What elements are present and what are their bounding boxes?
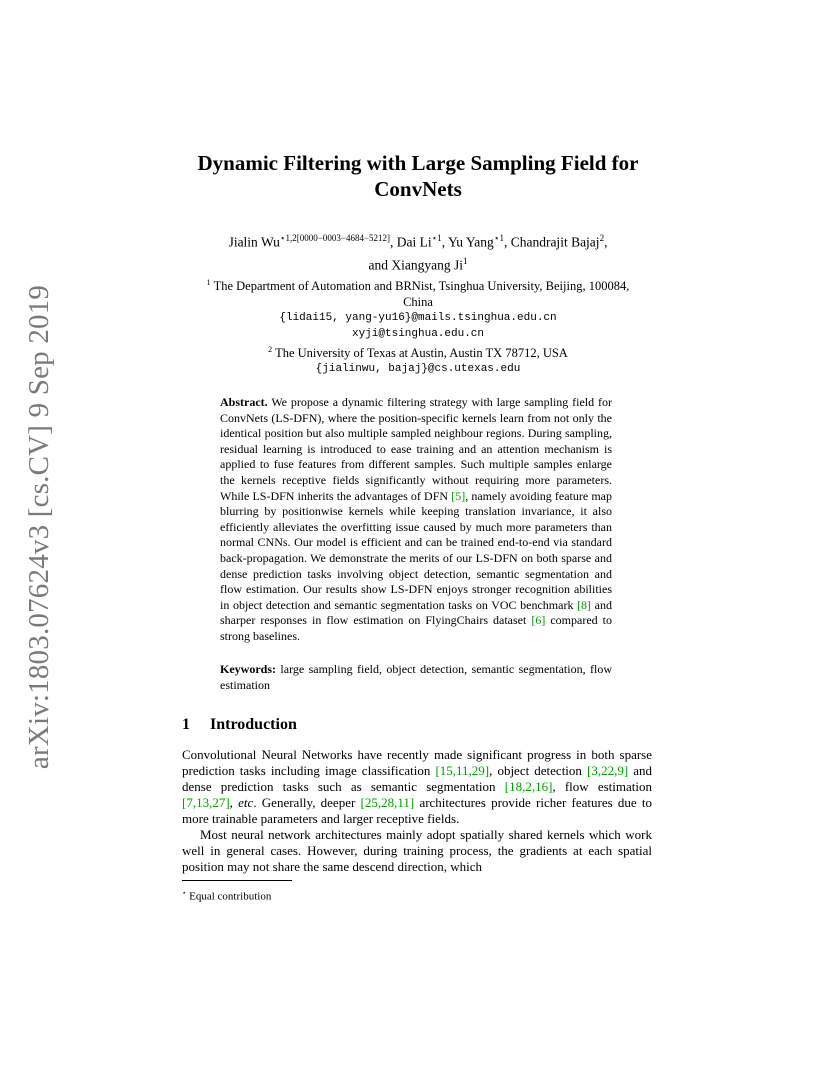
paragraph-text: , object detection — [489, 763, 587, 778]
keywords-text: large sampling field, object detection, semantic segmentation, flow estimation — [220, 662, 613, 692]
keywords — [220, 662, 612, 693]
author-separator: , — [604, 234, 608, 250]
paragraph-text: , flow estimation — [552, 779, 652, 794]
author-list — [168, 229, 668, 274]
citation-link[interactable]: [15,11,29] — [435, 763, 490, 778]
affiliation-1-line-1 — [168, 275, 668, 294]
title-line-1: Dynamic Filtering with Large Sampling Field for — [197, 151, 639, 175]
authors-line-1 — [168, 229, 668, 252]
arxiv-identifier: arXiv:1803.07624v3 [cs.CV] 9 Sep 2019 — [23, 284, 55, 770]
author-affil-marker: ⋆1 — [431, 233, 442, 243]
affiliation-1-line-2: China — [403, 295, 433, 310]
affiliations — [168, 275, 668, 377]
authors-line-2 — [168, 252, 668, 275]
abstract-text: We propose a dynamic filtering strategy with large sampling field for ConvNets (LS-DFN), where the position-specific kernels learn from not only the identical position but also multiple sampled neighbour regions. During sampling, residual learning is introduced to ease training and an attention mechanism is applied to fuse features from different samples. Such multiple samples enlarge the kernels receptive fields significantly without requiring more parameters. While LS-DFN inherits the advantages of DFN — [220, 395, 612, 503]
title-line-2: ConvNets — [374, 177, 462, 201]
affiliation-marker: 1 — [206, 278, 211, 287]
affiliation-2-email: {jialinwu, bajaj}@cs.utexas.edu — [315, 363, 521, 376]
keywords-label: Keywords: — [220, 662, 276, 676]
affiliation-text: The Department of Automation and BRNist, Tsinghua University, Beijing, 100084, — [213, 279, 630, 294]
citation-link[interactable]: [5] — [451, 488, 466, 503]
abstract-text: and sharper responses in flow estimation on FlyingChairs dataset — [220, 597, 612, 628]
section-heading — [182, 715, 652, 735]
paragraph-text: architectures provide richer features due to more trainable parameters and larger receptive fields. — [182, 795, 653, 826]
footnote-marker: ⋆ — [182, 889, 187, 897]
paragraph-text: and dense prediction tasks such as semantic segmentation — [182, 763, 652, 794]
citation-link[interactable]: [25,28,11] — [360, 795, 415, 810]
author-affil-marker: ⋆1,2[0000−0003−4684−5212] — [279, 233, 391, 243]
abstract — [220, 395, 612, 645]
abstract-text: compared to strong baselines. — [220, 613, 612, 643]
paragraph-text: Convolutional Neural Networks have recently made significant progress in both sparse prediction tasks including image classification — [182, 747, 652, 778]
author-name: , Yu Yang — [441, 234, 494, 250]
paragraph: Most neural network architectures mainly adopt spatially shared kernels which work well in general cases. However, during training process, the gradients at each spatial position may not share the same descend direction, which — [182, 827, 652, 874]
citation-link[interactable]: [8] — [577, 597, 592, 612]
affiliation-text: The University of Texas at Austin, Austin TX 78712, USA — [275, 346, 568, 361]
emphasis-text: etc — [238, 795, 254, 810]
section-body — [182, 747, 652, 875]
author-name: Jialin Wu — [228, 234, 280, 250]
affiliation-marker: 2 — [268, 345, 273, 355]
affiliation-2-line-1 — [168, 342, 668, 361]
citation-link[interactable]: [18,2,16] — [504, 779, 553, 794]
section-number: 1 — [182, 716, 190, 733]
author-name: and Xiangyang Ji — [368, 257, 463, 272]
paper-title — [168, 150, 668, 202]
citation-link[interactable]: [7,13,27] — [182, 795, 230, 810]
affiliation-1-email-1: {lidai15, yang-yu16}@mails.tsinghua.edu.cn — [279, 312, 557, 325]
footnote — [182, 886, 652, 904]
author-affil-marker: 1 — [462, 255, 468, 266]
affiliation-1-email-2: xyji@tsinghua.edu.cn — [351, 328, 485, 341]
citation-link[interactable]: [3,22,9] — [586, 763, 629, 778]
author-affil-marker: ⋆1 — [493, 233, 504, 243]
paragraph-text: . Generally, deeper — [253, 795, 361, 810]
author-affil-marker: 2 — [599, 233, 605, 243]
author-name: , Chandrajit Bajaj — [503, 234, 600, 250]
section-title: Introduction — [210, 716, 297, 733]
footnote-text: Equal contribution — [189, 890, 272, 903]
abstract-text: , namely avoiding feature map blurring by positionwise kernels while keeping translation invariance, it also efficiently alleviates the overfitting issue caused by much more parameters than normal CNNs. Our model is efficient and can be trained end-to-end via standard back-propagation. We demonstrate the merits of our LS-DFN on both sparse and dense prediction tasks involving object detection, semantic segmentation and flow estimation. Our results show LS-DFN enjoys stronger recognition abilities in object detection and semantic segmentation tasks on VOC benchmark — [220, 488, 612, 612]
citation-link[interactable]: [6] — [531, 613, 546, 628]
paragraph — [182, 747, 652, 827]
author-name: , Dai Li — [390, 234, 432, 250]
paragraph-text: , — [229, 795, 239, 810]
footnote-rule — [182, 880, 292, 881]
abstract-label: Abstract. — [220, 395, 268, 409]
